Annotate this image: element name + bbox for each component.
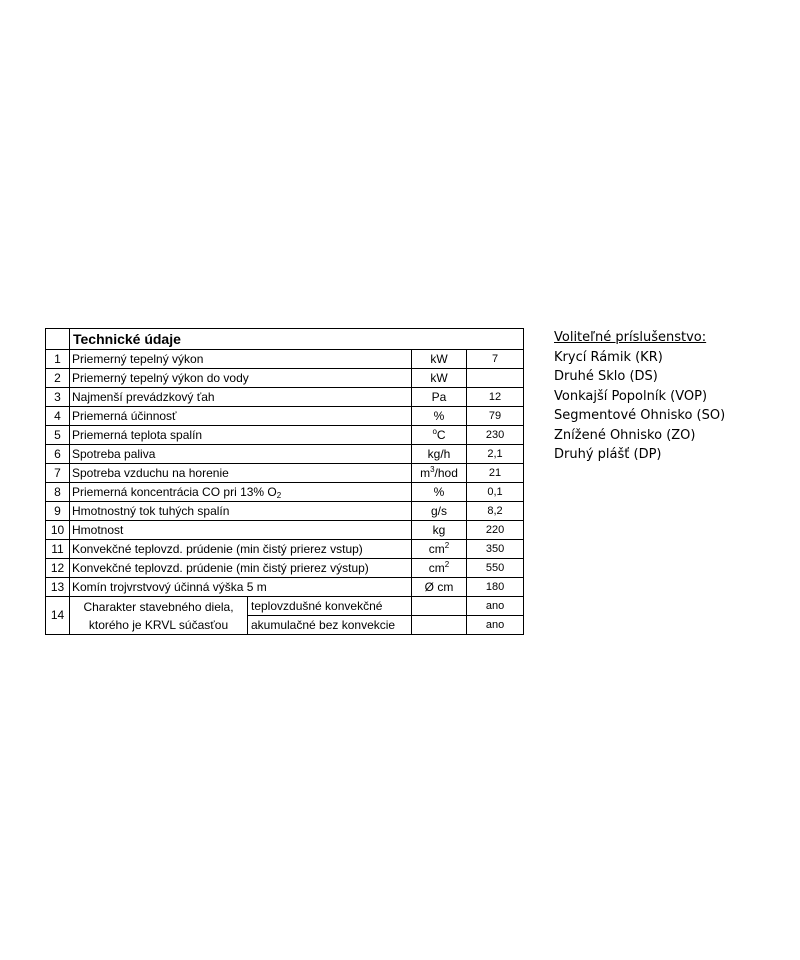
row-label-text: Konvekčné teplovzd. prúdenie (min čistý prierez výstup)	[72, 560, 369, 575]
row-unit-text: kg	[432, 522, 446, 537]
row-label	[70, 388, 412, 407]
table-row	[46, 445, 524, 464]
row-unit	[412, 521, 467, 540]
row-unit-superscript: 3	[430, 464, 435, 474]
row-unit	[412, 559, 467, 578]
row-label	[70, 540, 412, 559]
row-label-text: Priemerná koncentrácia CO pri 13% O	[72, 484, 277, 499]
row-value: 7	[467, 350, 524, 369]
accessory-item: Vonkajší Popolník (VOP)	[554, 388, 708, 404]
row-unit-text: %	[433, 408, 445, 423]
row-value: 220	[467, 521, 524, 540]
table-row	[46, 597, 524, 616]
row-number: 4	[46, 407, 70, 426]
row-value: 0,1	[467, 483, 524, 502]
row-label	[70, 521, 412, 540]
row-unit	[412, 578, 467, 597]
row-unit	[412, 388, 467, 407]
table-row	[46, 388, 524, 407]
row-unit	[412, 502, 467, 521]
row-unit-text: /hod	[434, 465, 458, 480]
row-label	[70, 578, 412, 597]
technical-data-table	[45, 328, 524, 635]
row-unit-text: kW	[430, 351, 448, 366]
title-num-cell	[46, 329, 70, 350]
row14-sub1-label: teplovzdušné konvekčné	[248, 597, 412, 616]
row-label	[70, 502, 412, 521]
row-unit-prefix: m	[420, 465, 431, 480]
row-value: 21	[467, 464, 524, 483]
table-row	[46, 578, 524, 597]
row14-sub1-value: ano	[467, 597, 524, 616]
row-label	[70, 464, 412, 483]
row-unit	[412, 445, 467, 464]
row-label-text: Priemerná účinnosť	[72, 408, 177, 423]
table-row	[46, 521, 524, 540]
row-label-text: Spotreba vzduchu na horenie	[72, 465, 229, 480]
row14-label	[70, 597, 248, 635]
row-label	[70, 426, 412, 445]
table-row	[46, 350, 524, 369]
accessories-title: Voliteľné príslušenstvo:	[554, 330, 707, 345]
row-value: 230	[467, 426, 524, 445]
row-number: 13	[46, 578, 70, 597]
row-number: 11	[46, 540, 70, 559]
row-unit-text: cm	[428, 560, 445, 575]
row-number: 3	[46, 388, 70, 407]
table-row	[46, 559, 524, 578]
row-unit-text: kg/h	[427, 446, 451, 461]
row-value: 79	[467, 407, 524, 426]
accessory-item: Znížené Ohnisko (ZO)	[554, 427, 696, 443]
row-label-text: Komín trojvrstvový účinná výška 5 m	[72, 579, 267, 594]
row-value: 8,2	[467, 502, 524, 521]
accessory-item: Druhé Sklo (DS)	[554, 369, 658, 384]
row-number: 2	[46, 369, 70, 388]
row-label-text: Hmotnostný tok tuhých spalín	[72, 503, 230, 518]
row-label	[70, 445, 412, 464]
row-unit	[412, 350, 467, 369]
row-value: 12	[467, 388, 524, 407]
table-row	[46, 540, 524, 559]
row-number: 1	[46, 350, 70, 369]
row-number: 8	[46, 483, 70, 502]
row-unit-text: Ø cm	[424, 579, 454, 594]
optional-accessories	[554, 328, 725, 465]
row-label-text: Najmenší prevádzkový ťah	[72, 389, 215, 404]
table-row	[46, 483, 524, 502]
table-title-row	[46, 329, 524, 350]
accessories-list	[554, 348, 725, 465]
table-title: Technické údaje	[70, 329, 524, 350]
row-unit-text: %	[433, 484, 445, 499]
table-row	[46, 502, 524, 521]
row-unit-superscript: 2	[444, 540, 450, 550]
row-number: 9	[46, 502, 70, 521]
row-label-text: Priemerný tepelný výkon do vody	[72, 370, 249, 385]
row-label-text: Priemerná teplota spalín	[72, 427, 203, 442]
row-label-text: Priemerný tepelný výkon	[72, 351, 204, 366]
accessory-item: Krycí Rámik (KR)	[554, 349, 663, 365]
row-label	[70, 407, 412, 426]
row-label	[70, 559, 412, 578]
row-unit	[412, 369, 467, 388]
row-unit	[412, 407, 467, 426]
accessory-item: Segmentové Ohnisko (SO)	[554, 408, 726, 423]
row-number: 14	[46, 597, 70, 635]
table-row	[46, 426, 524, 445]
table-row	[46, 369, 524, 388]
accessory-item: Druhý plášť (DP)	[554, 447, 662, 462]
row14-sub1-unit	[412, 597, 467, 616]
row14-label-line2: ktorého je KRVL súčasťou	[88, 617, 229, 632]
row-value: 2,1	[467, 445, 524, 464]
row-label-text: Hmotnost	[72, 522, 124, 537]
row14-label-line1: Charakter stavebného diela,	[83, 599, 234, 614]
table-row	[46, 464, 524, 483]
row-value: 550	[467, 559, 524, 578]
row-unit-text: C	[436, 427, 446, 442]
row-unit	[412, 540, 467, 559]
row-unit-superscript: o	[432, 426, 437, 436]
row-unit-text: Pa	[431, 389, 447, 404]
row-number: 6	[46, 445, 70, 464]
row-number: 5	[46, 426, 70, 445]
row-label-subscript: 2	[276, 490, 282, 500]
row-unit	[412, 483, 467, 502]
row-label	[70, 483, 412, 502]
row-unit	[412, 464, 467, 483]
row-number: 10	[46, 521, 70, 540]
row-unit-text: cm	[428, 541, 445, 556]
row-unit-superscript: 2	[444, 559, 450, 569]
row-label	[70, 369, 412, 388]
table-row	[46, 407, 524, 426]
row-label-text: Spotreba paliva	[72, 446, 156, 461]
row14-sub2-unit	[412, 616, 467, 635]
row-value: 180	[467, 578, 524, 597]
row14-sub2-label: akumulačné bez konvekcie	[248, 616, 412, 635]
row-unit-text: kW	[430, 370, 448, 385]
row14-sub2-value: ano	[467, 616, 524, 635]
row-number: 7	[46, 464, 70, 483]
row-unit	[412, 426, 467, 445]
row-number: 12	[46, 559, 70, 578]
row-value: 350	[467, 540, 524, 559]
row-label-text: Konvekčné teplovzd. prúdenie (min čistý prierez vstup)	[72, 541, 363, 556]
row-value	[467, 369, 524, 388]
row-unit-text: g/s	[430, 503, 447, 518]
row-label	[70, 350, 412, 369]
